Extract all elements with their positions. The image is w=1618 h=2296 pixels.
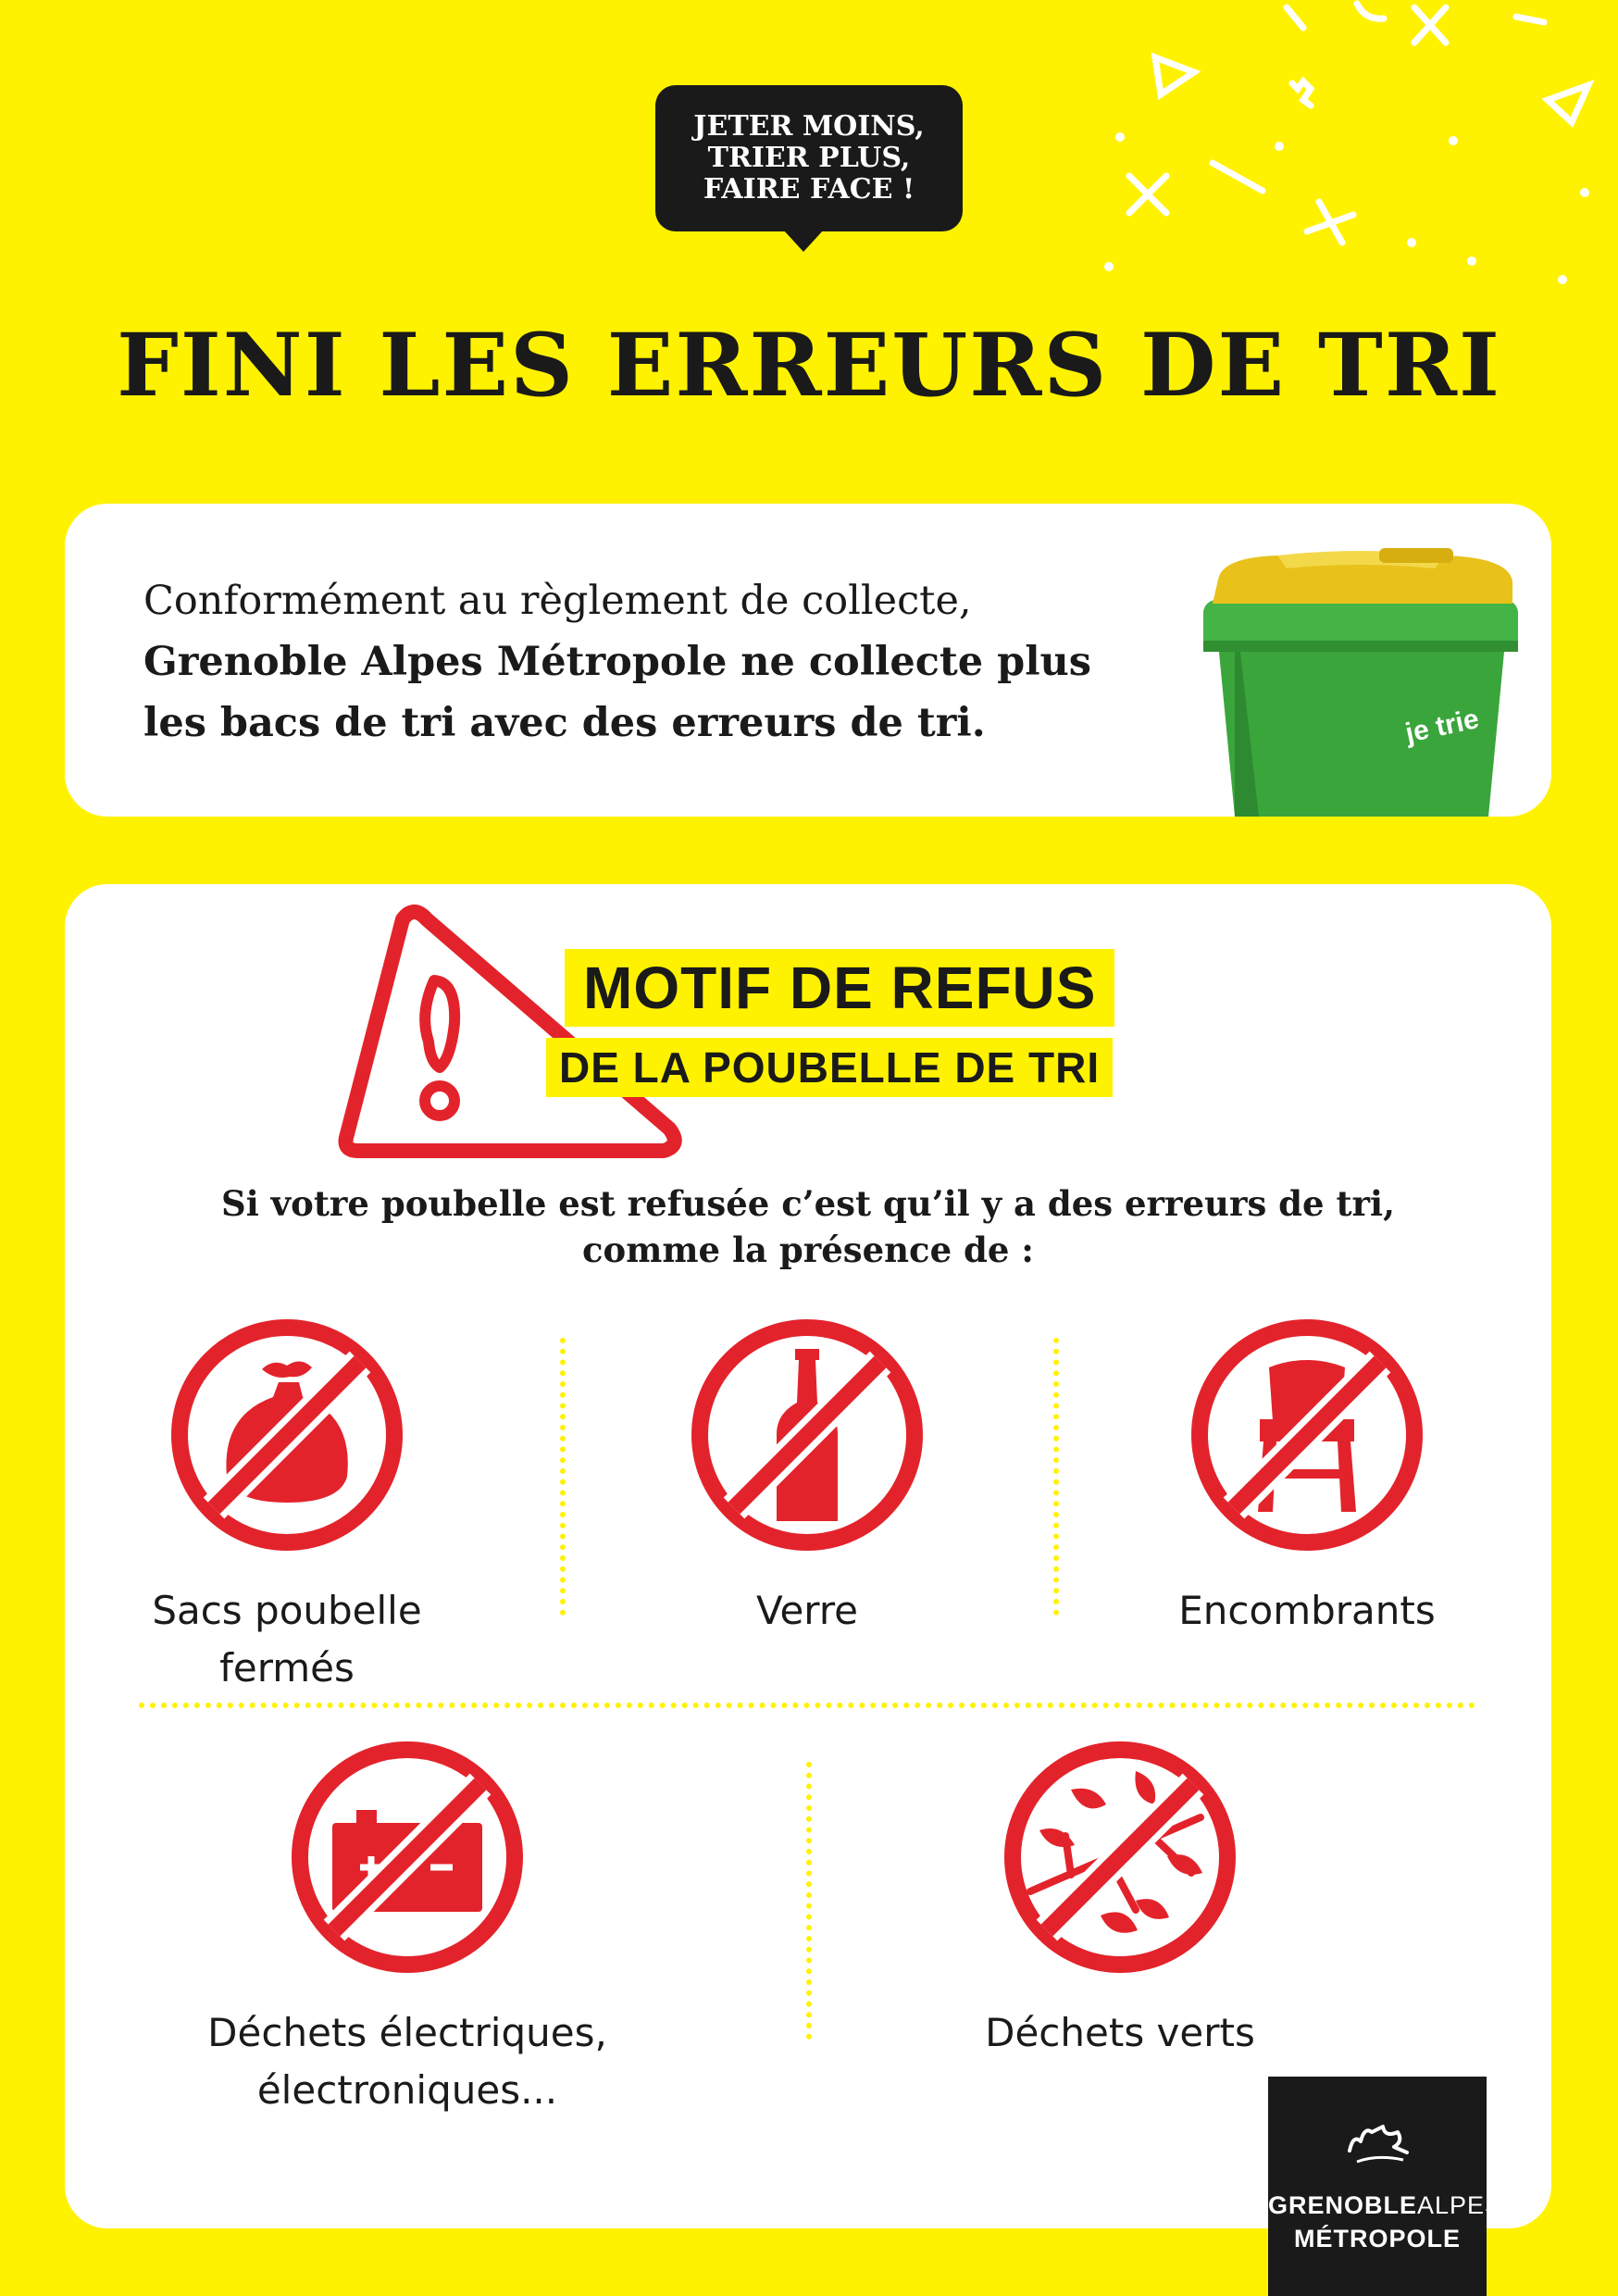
prohibited-item-green-waste [953,1734,1287,2062]
logo-line-2: MÉTROPOLE [1293,2225,1461,2252]
slogan-line: TRIER PLUS, [707,142,911,174]
slogan-bubble [655,85,963,231]
intro-line-bold: Grenoble Alpes Métropole ne collecte plus [143,639,1092,685]
prohibited-item-bulky [1140,1312,1474,1640]
item-label: Déchets verts [985,2010,1255,2055]
separator-vertical [560,1338,566,1616]
separator-horizontal [139,1703,1475,1708]
page-title: FINI LES ERREURS DE TRI [117,315,1501,417]
item-label: Déchets électriques, électroniques... [207,2010,607,2113]
separator-vertical [1053,1338,1059,1616]
slogan-line: FAIRE FACE ! [703,173,915,206]
item-label: Sacs poubelle fermés [152,1588,422,1691]
refusal-subheading: DE LA POUBELLE DE TRI [546,1038,1113,1097]
chair-icon [1184,1312,1430,1558]
logo-line-1: GRENOBLEALPES [1268,2191,1503,2219]
prohibited-item-electronics [204,1734,611,2119]
intro-text [143,570,1180,754]
item-label: Encombrants [1178,1588,1436,1633]
green-bin-icon [1139,504,1546,817]
prohibited-item-glass [641,1312,974,1640]
prohibited-item-bags [120,1312,454,1697]
intro-line-bold: les bacs de tri avec des erreurs de tri. [143,700,986,746]
bin-label: je trie [1402,704,1482,749]
mountain-logo-icon [1268,2077,1487,2188]
refusal-lead [65,1180,1551,1273]
refusal-heading: MOTIF DE REFUS [565,949,1114,1027]
intro-card [65,504,1551,817]
refusal-card [65,884,1551,2228]
grenoble-alpes-metropole-logo [1268,2077,1503,2296]
decorative-doodles [1064,0,1618,306]
slogan-line: JETER MOINS, [693,110,925,143]
lead-line: Si votre poubelle est refusée c’est qu’il y a des erreurs de tri, [221,1183,1395,1224]
glass-bottle-icon [684,1312,930,1558]
garbage-bag-icon [164,1312,410,1558]
leaves-branch-icon [997,1734,1243,1980]
slogan-bubble-tail [783,230,824,252]
item-label: Verre [755,1588,859,1633]
lead-line: comme la présence de : [582,1229,1034,1270]
battery-icon [284,1734,530,1980]
separator-vertical [806,1762,812,2040]
intro-line: Conformément au règlement de collecte, [143,578,972,624]
